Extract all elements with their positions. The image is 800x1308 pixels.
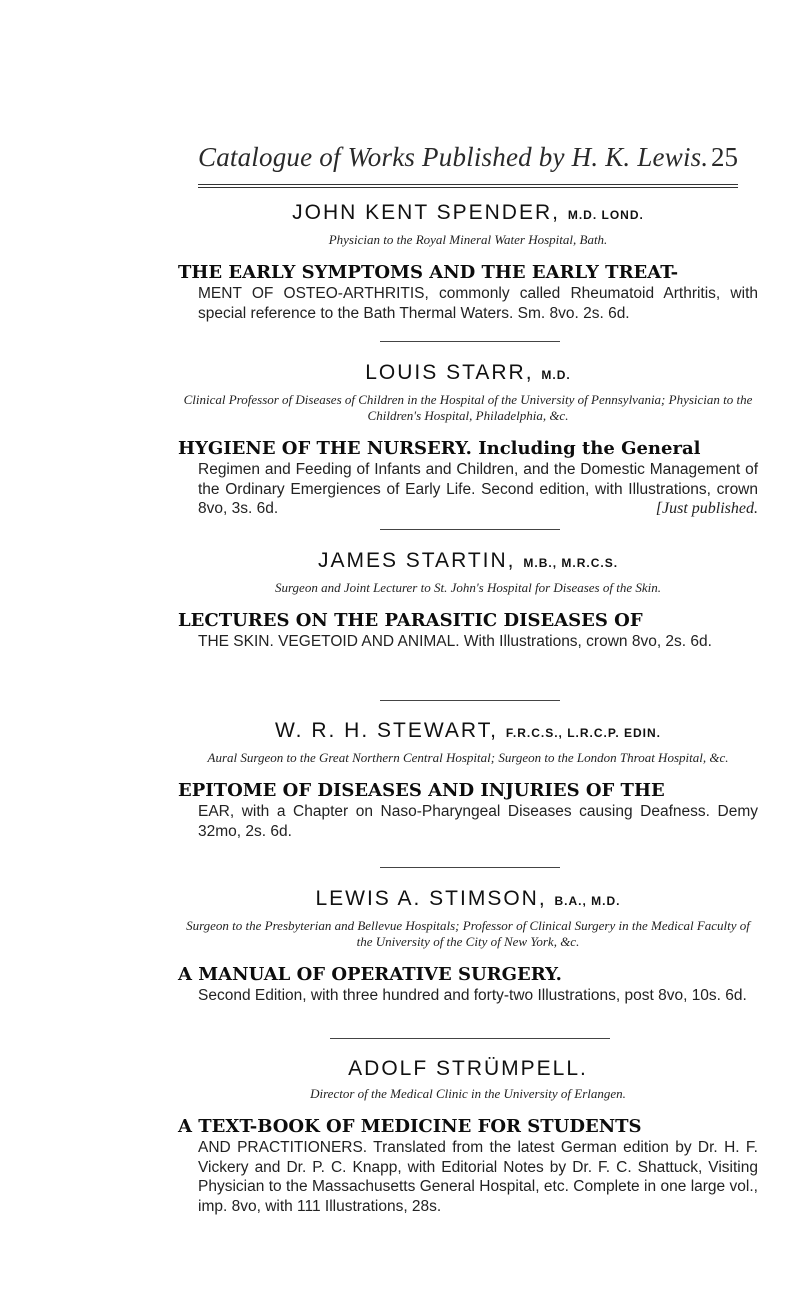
author-qualifications: M.D.: [541, 368, 571, 382]
author-name: LEWIS A. STIMSON, B.A., M.D.: [315, 887, 621, 910]
catalogue-entry: [178, 200, 758, 323]
author-affiliation: Surgeon to the Presbyterian and Bellevue Hospitals; Professor of Clinical Surgery in the Medical Faculty of the University of the City of New York, &c.: [186, 918, 750, 949]
book-title: HYGIENE OF THE NURSERY. Including the General: [178, 438, 701, 459]
author-name: ADOLF STRÜMPELL.: [348, 1057, 588, 1080]
book-title: EPITOME OF DISEASES AND INJURIES OF THE: [178, 780, 665, 801]
author-qualifications: M.D. LOND.: [567, 208, 644, 222]
book-title: THE EARLY SYMPTOMS AND THE EARLY TREAT-: [178, 262, 679, 283]
catalogue-entry: [178, 1056, 758, 1216]
book-description: EAR, with a Chapter on Naso-Pharyngeal Diseases causing Deafness. Demy 32mo, 2s. 6d.: [198, 803, 758, 840]
entry-divider: [380, 529, 560, 530]
book-title: A TEXT-BOOK OF MEDICINE FOR STUDENTS: [178, 1116, 642, 1137]
header-rule-secondary: [198, 187, 738, 188]
author-name: JAMES STARTIN, M.B., M.R.C.S.: [317, 549, 619, 572]
book-title: A MANUAL OF OPERATIVE SURGERY.: [178, 964, 562, 985]
book-description: MENT OF OSTEO-ARTHRITIS, commonly called Rheumatoid Arthritis, with special reference to the Bath Thermal Waters. Sm. 8vo. 2s. 6d.: [198, 285, 758, 322]
catalogue-title: Catalogue of Works Published by H. K. Lewis.: [198, 142, 709, 172]
author-name: LOUIS STARR, M.D.: [365, 361, 571, 384]
author-affiliation: Surgeon and Joint Lecturer to St. John's Hospital for Diseases of the Skin.: [274, 580, 661, 595]
book-description: THE SKIN. VEGETOID AND ANIMAL. With Illustrations, crown 8vo, 2s. 6d.: [198, 633, 712, 650]
page-number: 25: [711, 142, 738, 172]
publication-note: [Just published.: [655, 500, 758, 517]
entry-divider: [330, 1038, 610, 1039]
catalogue-entry: [178, 360, 758, 519]
author-qualifications: F.R.C.S., L.R.C.P. EDIN.: [505, 726, 661, 740]
book-description: Regimen and Feeding of Infants and Children, and the Domestic Management of the Ordinary Emergiences of Early Life. Second edition, with Illustrations, crown 8vo, 3s. 6d. [Just published.: [198, 461, 758, 517]
running-header: [198, 142, 738, 176]
author-affiliation: Clinical Professor of Diseases of Children in the Hospital of the University of Pennsylvania; Physician to the Children's Hospital, Philadelphia, &c.: [183, 392, 753, 423]
author-affiliation: Aural Surgeon to the Great Northern Central Hospital; Surgeon to the London Throat Hospital, &c.: [207, 750, 729, 765]
book-title: LECTURES ON THE PARASITIC DISEASES OF: [178, 610, 643, 631]
author-name: JOHN KENT SPENDER, M.D. LOND.: [292, 201, 644, 224]
book-description: AND PRACTITIONERS. Translated from the latest German edition by Dr. H. F. Vickery and Dr. P. C. Knapp, with Editorial Notes by Dr. F. C. Shattuck, Visiting Physician to the Massachusetts General Hospital, etc. Complete in one large vol., imp. 8vo, with 111 Illustrations, 28s.: [198, 1139, 758, 1215]
header-rule: [198, 184, 738, 185]
author-affiliation: Director of the Medical Clinic in the University of Erlangen.: [310, 1086, 626, 1101]
entry-divider: [380, 700, 560, 701]
author-name: W. R. H. STEWART, F.R.C.S., L.R.C.P. EDIN.: [275, 719, 661, 742]
entry-divider: [380, 341, 560, 342]
catalogue-entry: [178, 886, 758, 1006]
author-qualifications: B.A., M.D.: [554, 894, 621, 908]
entry-divider: [380, 867, 560, 868]
book-description: Second Edition, with three hundred and forty-two Illustrations, post 8vo, 10s. 6d.: [198, 987, 747, 1004]
author-affiliation: Physician to the Royal Mineral Water Hospital, Bath.: [328, 232, 608, 247]
author-qualifications: M.B., M.R.C.S.: [523, 556, 619, 570]
catalogue-entry: [178, 718, 758, 841]
catalogue-entry: [178, 548, 758, 652]
